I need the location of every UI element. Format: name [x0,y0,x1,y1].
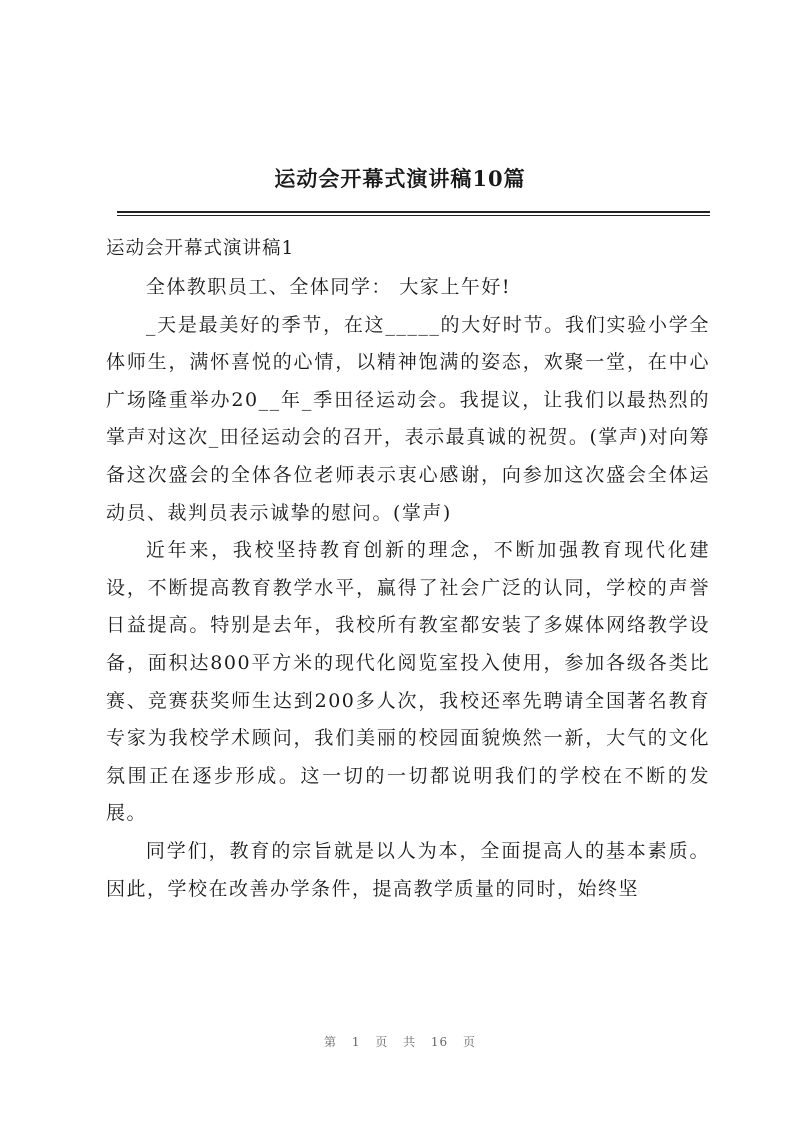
page-number-footer: 第 1 页 共 16 页 [324,1035,476,1049]
paragraph-opening: _天是最美好的季节，在这_____的大好时节。我们实验小学全体师生，满怀喜悦的心情，以精神饱满的姿态，欢聚一堂，在中心广场隆重举办20__年_季田径运动会。我提议，让我们以最热烈的掌声对这次_田径运动会的召开，表示最真诚的祝贺。(掌声)对向筹备这次盛会的全体各位老师表示衷心感谢，向参加这次盛会全体运动员、裁判员表示诚挚的慰问。(掌声) [106,313,710,524]
paragraph-achievements: 近年来，我校坚持教育创新的理念，不断加强教育现代化建设，不断提高教育教学水平，赢得了社会广泛的认同，学校的声誉日益提高。特别是去年，我校所有教室都安装了多媒体网络教学设备，面积达800平方米的现代化阅览室投入使用，参加各级各类比赛、竞赛获奖师生达到200多人次，我校还率先聘请全国著名教育专家为我校学术顾问，我们美丽的校园面貌焕然一新，大气的文化氛围正在逐步形成。这一切的一切都说明我们的学校在不断的发展。 [106,539,710,825]
document-body [106,269,710,908]
document-title: 运动会开幕式演讲稿10篇 [274,166,526,191]
paragraph-greeting: 全体教职员工、全体同学： 大家上午好! [145,276,512,298]
paragraph-education-purpose: 同学们，教育的宗旨就是以人为本，全面提高人的基本素质。因此，学校在改善办学条件，提高教学质量的同时，始终坚 [106,839,710,900]
title-divider [117,211,710,213]
title-divider-thin [117,215,710,216]
section-heading: 运动会开幕式演讲稿1 [106,238,295,259]
